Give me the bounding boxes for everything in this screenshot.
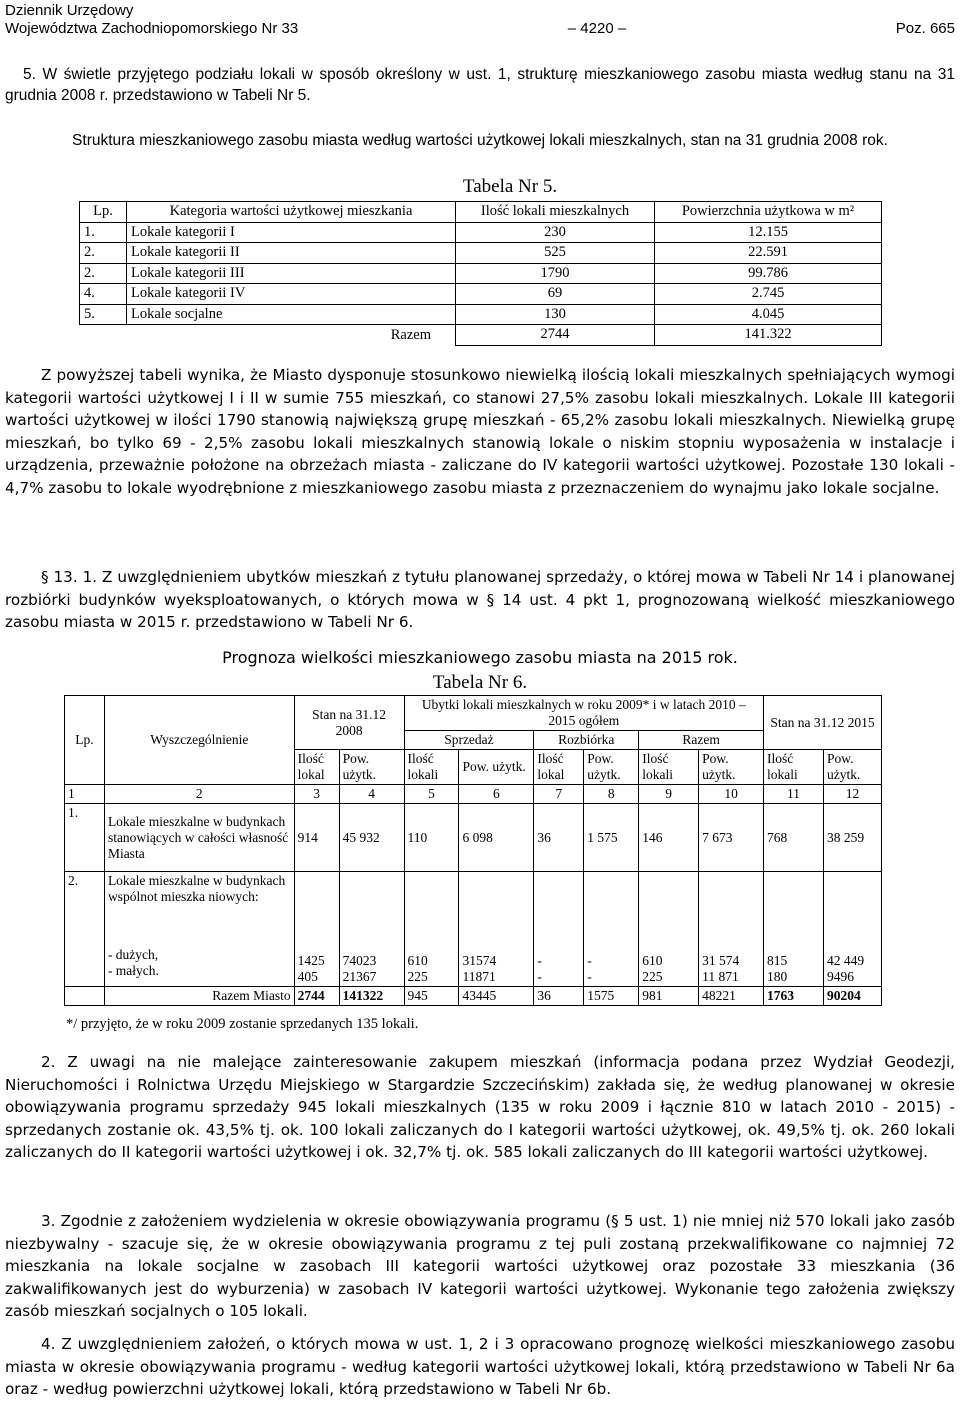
sub-label-small: - małych. [107,963,159,978]
cell: 230 [456,222,655,243]
subheader: Pow. użytk. [459,750,534,785]
cell: 42 449 [826,953,865,968]
cell: 7 673 [699,804,764,872]
cell: 31 574 [702,953,740,968]
cell: Lokale socjalne [127,304,456,325]
header-lp: Lp. [65,696,105,785]
total-label: Razem [390,326,431,343]
cell: 815 [767,953,788,968]
table6-footnote: */ przyjęto, że w roku 2009 zostanie sprzedanych 135 lokali. [66,1016,419,1032]
cell: 1763 [764,987,824,1006]
col-header: Powierzchnia użytkowa w m² [655,202,882,223]
table-5 [79,201,882,346]
journal-title: Dziennik Urzędowy [5,2,134,19]
table-row [80,284,882,305]
structure-title: Struktura mieszkaniowego zasobu miasta według wartości użytkowej lokali mieszkalnych, stan na 31 grudnia 2008 rok. [72,132,888,149]
subheader: Ilość lokal [294,750,339,785]
cell: 914 [294,804,339,872]
table-row [80,243,882,264]
cell: 525 [456,243,655,264]
cell: 21367 [342,969,377,984]
subheader: Ilość lokali [639,750,699,785]
row-lp: 1. [65,804,105,872]
col-number: 5 [404,785,459,804]
cell: 4.045 [655,304,882,325]
cell: 48221 [699,987,764,1006]
cell: 2. [80,243,127,264]
cell: 141322 [339,987,404,1006]
cell: 43445 [459,987,534,1006]
total-label: Razem Miasto [104,987,294,1006]
paragraph-2: 2. Z uwagi na nie malejące zainteresowanie zakupem mieszkań (informacja podana przez Wydział Geodezji, Nieruchomości i Rolnictwa Urzędu Miejskiego w Stargardzie Szczecińskim) zakłada się, że według planowanej w okresie obowiązywania programu sprzedaży 945 lokali mieszkalnych (135 w roku 2009 i łącznie 810 w latach 2010 - 2015) - sprzedanych zostanie ok. 43,5% tj. ok. 100 lokali zaliczanych do I kategorii wartości użytkowej, ok. 49,5% tj. ok. 260 lokali zaliczanych do II kategorii wartości użytkowej i ok. 32,7% tj. ok. 585 lokali zaliczanych do III kategorii wartości użytkowej. [5,1053,955,1161]
col-header: Ilość lokali mieszkalnych [456,202,655,223]
col-number: 2 [104,785,294,804]
cell: Lokale kategorii II [127,243,456,264]
row-lp: 2. [65,872,105,987]
header-description: Wyszczególnienie [104,696,294,785]
cell: 99.786 [655,263,882,284]
cell: 6 098 [459,804,534,872]
cell: 36 [534,804,584,872]
cell: 11 871 [702,969,739,984]
cell: 22.591 [655,243,882,264]
paragraph-5: 5. W świetle przyjętego podziału lokali w sposób określony w ust. 1, strukturę mieszkaniowego zasobu miasta według stanu na 31 grudnia 2008 r. przedstawiono w Tabeli Nr 5. [5,66,955,104]
page-number: – 4220 – [567,20,627,37]
table-row [80,263,882,284]
cell: - [537,969,542,984]
cell: 981 [639,987,699,1006]
page-header [5,2,955,38]
cell: 110 [404,804,459,872]
table-row [65,804,882,872]
cell: 2744 [294,987,339,1006]
table5-caption: Tabela Nr 5. [462,176,558,197]
header-stan-2015: Stan na 31.12 2015 [764,696,882,750]
header-losses: Ubytki lokali mieszkalnych w roku 2009* i w latach 2010 – 2015 ogółem [404,696,764,731]
col-number: 1 [65,785,105,804]
cell: Lokale kategorii IV [127,284,456,305]
cell: 11871 [462,969,496,984]
table-6 [64,695,882,1006]
cell: 180 [767,969,788,984]
paragraph-3: 3. Zgodnie z założeniem wydzielenia w okresie obowiązywania programu (§ 5 ust. 1) nie mniej niż 570 lokali jako zasób niezbywalny - szacuje się, że w okresie obowiązywania programu z tej puli zostaną przekwalifikowane co najmniej 72 mieszkania na lokale socjalne w zasobach III kategorii wartości użytkowej oraz pozostałe 33 mieszkania (36 zakwalifikowanych jest do wyburzenia) w zasobach IV kategorii wartości użytkowej. Wykonanie tego założenia zwiększy zasób mieszkań socjalnych o 105 lokali. [5,1212,955,1320]
col-number: 9 [639,785,699,804]
cell: - [587,953,592,968]
subheader: Pow. użytk. [339,750,404,785]
cell: 4. [80,284,127,305]
total-area: 141.322 [655,325,882,346]
subheader: Ilość lokali [764,750,824,785]
subheader: Ilość lokali [404,750,459,785]
cell: 1 575 [584,804,639,872]
cell: 31574 [462,953,497,968]
col-number: 12 [823,785,881,804]
subheader: Ilość lokal [534,750,584,785]
cell: 405 [297,969,318,984]
cell: 74023 [342,953,377,968]
cell: 5. [80,304,127,325]
total-row [65,987,882,1006]
cell: Lokale kategorii I [127,222,456,243]
cell: 130 [456,304,655,325]
col-number: 10 [699,785,764,804]
cell: 225 [407,969,428,984]
cell: 9496 [826,969,854,984]
sub-label-large: - dużych, [107,947,159,962]
col-number: 8 [584,785,639,804]
header-total: Razem [639,731,764,750]
row-label: Lokale mieszkalne w budynkach wspólnot mieszka niowych: [107,873,286,904]
subheader: Pow. użytk. [823,750,881,785]
cell: 945 [404,987,459,1006]
cell: - [587,969,592,984]
cell: 225 [642,969,663,984]
cell: 1790 [456,263,655,284]
subheader: Pow. użytk. [584,750,639,785]
total-row [80,325,882,346]
cell: 610 [407,953,428,968]
subheader: Pow. użytk. [699,750,764,785]
col-number: 6 [459,785,534,804]
paragraph-conclusion: Z powyższej tabeli wynika, że Miasto dysponuje stosunkowo niewielką ilością lokali mieszkalnych spełniających wymogi kategorii wartości użytkowej I i II w sumie 755 mieszkań, co stanowi 27,5% zasobu lokali mieszkalnych. Lokale III kategorii wartości użytkowej w ilości 1790 stanowią największą grupę mieszkań - 65,2% zasobu lokali mieszkalnych. Niewielką grupę mieszkań, bo tylko 69 - 2,5% zasobu lokali mieszkalnych stanowią lokale o niskim stopniu wyposażenia w instalacje i urządzenia, przeważnie położone na obrzeżach miasta - zaliczane do IV kategorii wartości użytkowej. Pozostałe 130 lokali - 4,7% zasobu to lokale wyodrębnione z mieszkaniowego zasobu miasta z przeznaczeniem do wynajmu jako lokale socjalne. [5,366,955,497]
cell: 1. [80,222,127,243]
cell: 69 [456,284,655,305]
cell: 45 932 [339,804,404,872]
cell: 90204 [823,987,881,1006]
col-number: 4 [339,785,404,804]
header-sale: Sprzedaż [404,731,534,750]
col-number: 11 [764,785,824,804]
col-header: Lp. [80,202,127,223]
cell: 2.745 [655,284,882,305]
header-demolition: Rozbiórka [534,731,639,750]
cell: 36 [534,987,584,1006]
row-label: Lokale mieszkalne w budynkach stanowiących w całości własność Miasta [104,804,294,872]
table-row [65,872,882,987]
table-row [80,222,882,243]
total-count: 2744 [456,325,655,346]
cell: 2. [80,263,127,284]
cell: 768 [764,804,824,872]
journal-subtitle: Województwa Zachodniopomorskiego Nr 33 [5,20,299,37]
table6-caption: Tabela Nr 6. [432,672,528,693]
cell: 146 [639,804,699,872]
col-header: Kategoria wartości użytkowej mieszkania [127,202,456,223]
cell: - [537,953,542,968]
cell: 38 259 [823,804,881,872]
cell: Lokale kategorii III [127,263,456,284]
header-stan-2008: Stan na 31.12 2008 [294,696,404,750]
cell: 12.155 [655,222,882,243]
table-row [80,304,882,325]
col-number: 3 [294,785,339,804]
paragraph-4: 4. Z uwzględnieniem założeń, o których mowa w ust. 1, 2 i 3 opracowano prognozę wielkości mieszkaniowego zasobu miasta w okresie obowiązywania programu - według kategorii wartości użytkowej lokali, którą przedstawiono w Tabeli Nr 6a oraz - według powierzchni użytkowej lokali, którą przedstawiono w Tabeli Nr 6b. [5,1335,955,1398]
cell: 610 [642,953,663,968]
forecast-title: Prognoza wielkości mieszkaniowego zasobu miasta na 2015 rok. [222,648,738,667]
col-number: 7 [534,785,584,804]
column-numbers-row [65,785,882,804]
paragraph-13: § 13. 1. Z uwzględnieniem ubytków mieszkań z tytułu planowanej sprzedaży, o której mowa w Tabeli Nr 14 i planowanej rozbiórki budynków wyeksploatowanych, o których mowa w § 14 ust. 4 pkt 1, prognozowaną wielkość mieszkaniowego zasobu miasta w 2015 r. przedstawiono w Tabeli Nr 6. [5,568,955,631]
position-number: Poz. 665 [895,20,955,37]
cell: 1575 [584,987,639,1006]
cell: 1425 [297,953,325,968]
